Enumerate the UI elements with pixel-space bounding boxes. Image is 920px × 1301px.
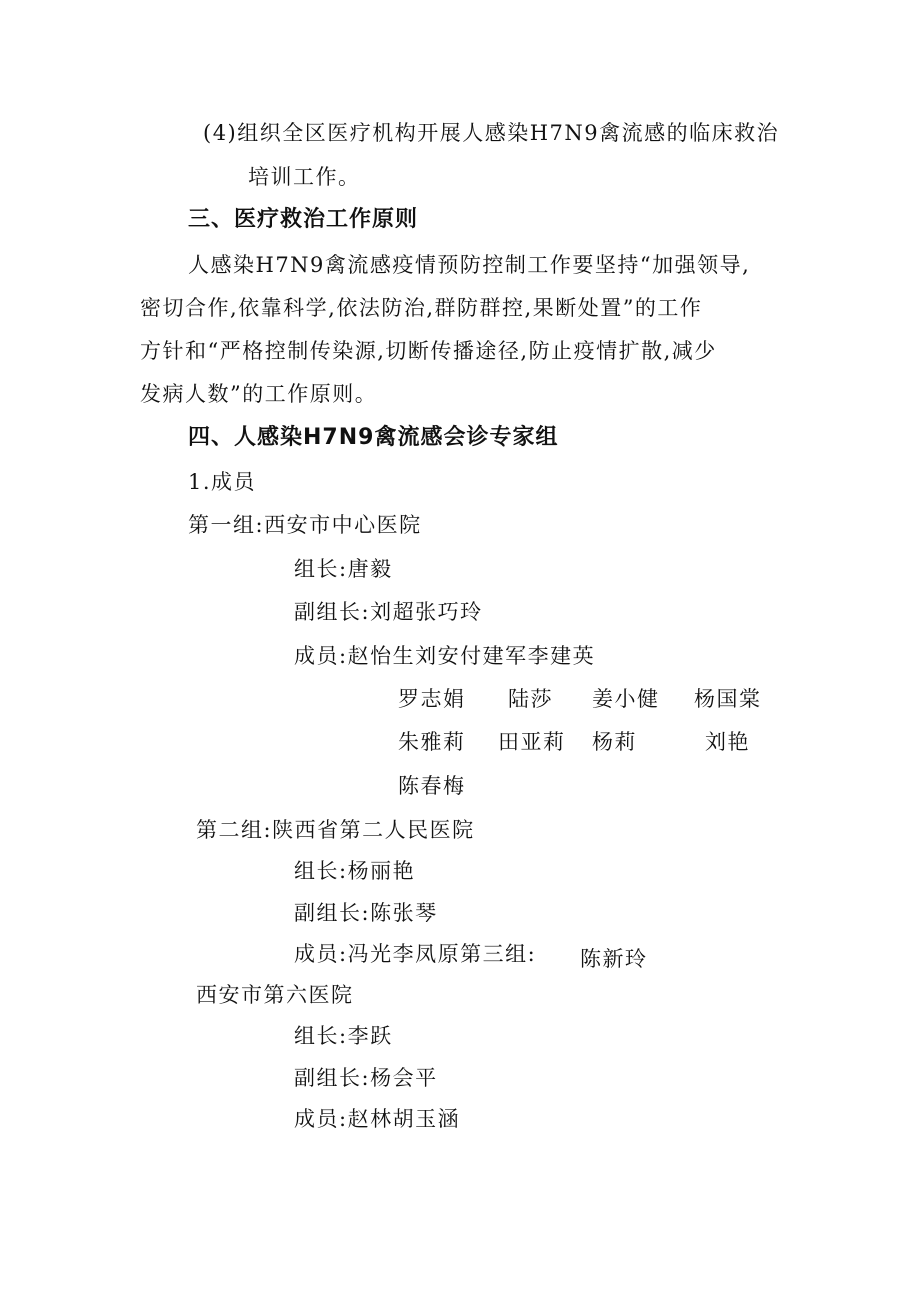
section-3-para-line: 方针和“严格控制传染源,切断传播途径,防止疫情扩散,减少 xyxy=(140,339,717,363)
section-4-heading: 四、人感染H7N9禽流感会诊专家组 xyxy=(188,425,559,450)
member-name: 陈春梅 xyxy=(398,774,466,798)
group-2-members-tail: 陈新玲 xyxy=(580,947,648,971)
section-3-para-line: 人感染H7N9禽流感疫情预防控制工作要坚持“加强领导, xyxy=(188,253,751,277)
group-1-leader: 组长:唐毅 xyxy=(294,557,393,581)
group-3-title: 西安市第六医院 xyxy=(196,983,354,1007)
member-name: 刘艳 xyxy=(705,730,750,754)
member-name: 田亚莉 xyxy=(498,730,566,754)
group-3-leader: 组长:李跃 xyxy=(294,1024,393,1048)
group-2-deputy: 副组长:陈张琴 xyxy=(294,901,438,925)
group-1-members: 成员:赵怡生刘安付建军李建英 xyxy=(294,644,596,668)
section-3-heading: 三、医疗救治工作原则 xyxy=(188,207,419,232)
section-3-para-line: 发病人数”的工作原则。 xyxy=(140,382,378,406)
group-2-leader: 组长:杨丽艳 xyxy=(294,859,416,883)
member-name: 杨国棠 xyxy=(694,687,762,711)
member-name: 姜小健 xyxy=(592,687,660,711)
item-4-line-2: 培训工作。 xyxy=(248,165,361,189)
group-3-members: 成员:赵林胡玉涵 xyxy=(294,1107,461,1131)
group-1-deputy: 副组长:刘超张巧玲 xyxy=(294,600,483,624)
item-4-line-1: (4)组织全区医疗机构开展人感染H7N9禽流感的临床救治 xyxy=(203,121,780,145)
member-name: 杨莉 xyxy=(592,730,637,754)
member-name: 朱雅莉 xyxy=(398,730,466,754)
member-name: 罗志娟 xyxy=(398,687,466,711)
group-2-title: 第二组:陕西省第二人民医院 xyxy=(196,818,475,842)
members-subheading: 1.成员 xyxy=(188,470,257,494)
section-3-para-line: 密切合作,依靠科学,依法防治,群防群控,果断处置”的工作 xyxy=(140,296,703,320)
member-name: 陆莎 xyxy=(508,687,553,711)
group-2-members: 成员:冯光李凤原第三组: xyxy=(294,942,537,966)
group-1-title: 第一组:西安市中心医院 xyxy=(188,513,422,537)
group-3-deputy: 副组长:杨会平 xyxy=(294,1066,438,1090)
